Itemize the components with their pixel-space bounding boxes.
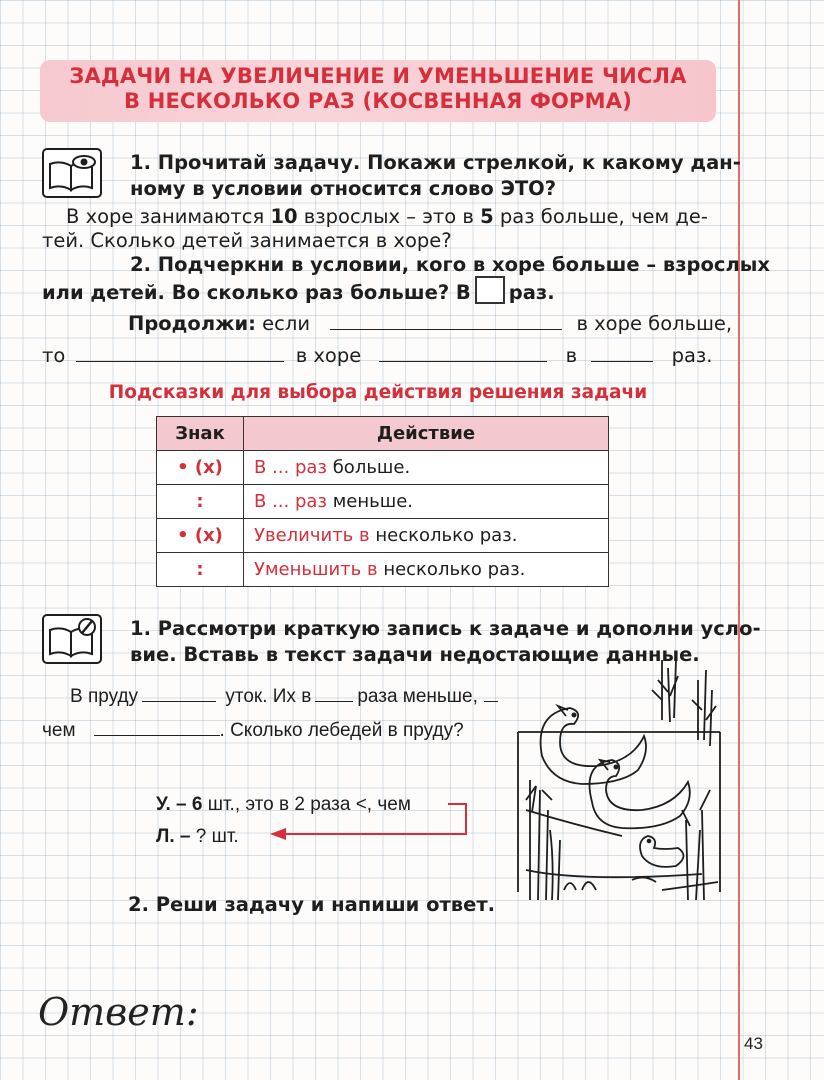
table-row bbox=[157, 553, 609, 587]
title-line-2: В НЕСКОЛЬКО РАЗ (КОСВЕННАЯ ФОРМА) bbox=[124, 89, 632, 113]
task1-instruction: 1. Прочитай задачу. Покажи стрелкой, к какому дан- ному в условии относится слово ЭТО? bbox=[130, 151, 741, 200]
comparison-arrow-icon bbox=[260, 796, 472, 842]
task1-instruction-section2: 1. Рассмотри краткую запись к задаче и дополни усло- вие. Вставь в текст задачи недостающие данные. bbox=[130, 617, 761, 666]
book-pencil-icon bbox=[42, 614, 102, 664]
blank-field[interactable] bbox=[379, 345, 547, 362]
blank-field[interactable] bbox=[315, 685, 353, 702]
swans-ducks-pond-illustration bbox=[512, 660, 726, 908]
continue-line2: то в хоре в раз. bbox=[42, 344, 713, 367]
blank-field[interactable] bbox=[330, 313, 562, 330]
sign-cell: • (x) bbox=[157, 451, 244, 485]
action-cell: В ... раз больше. bbox=[244, 451, 609, 485]
book-eye-icon bbox=[42, 148, 102, 198]
task2-instruction: 2. Подчеркни в условии, кого в хоре больше – взрослых bbox=[130, 253, 770, 276]
answer-box[interactable] bbox=[475, 276, 505, 304]
blank-field[interactable] bbox=[591, 345, 653, 362]
sign-cell: : bbox=[157, 553, 244, 587]
sign-cell: • (x) bbox=[157, 519, 244, 553]
table-row bbox=[157, 519, 609, 553]
blank-field[interactable] bbox=[76, 345, 284, 362]
title-line-1: ЗАДАЧИ НА УВЕЛИЧЕНИЕ И УМЕНЬШЕНИЕ ЧИСЛА bbox=[69, 64, 687, 88]
action-cell: Увеличить в несколько раз. bbox=[244, 519, 609, 553]
hints-table bbox=[156, 416, 609, 587]
column-header: Знак bbox=[157, 417, 244, 451]
blank-field[interactable] bbox=[484, 685, 498, 702]
page-number: 43 bbox=[744, 1034, 763, 1053]
table-row bbox=[157, 485, 609, 519]
page-title bbox=[40, 64, 716, 114]
sign-cell: : bbox=[157, 485, 244, 519]
action-cell: Уменьшить в несколько раз. bbox=[244, 553, 609, 587]
blank-field[interactable] bbox=[142, 685, 216, 702]
continue-line1: Продолжи: если в хоре больше, bbox=[128, 312, 733, 335]
table-row bbox=[157, 451, 609, 485]
table-header-row bbox=[157, 417, 609, 451]
problem-text: В хоре занимаются 10 взрослых – это в 5 раз больше, чем де- bbox=[66, 205, 708, 228]
pond-problem-line2: чем . Сколько лебедей в пруду? bbox=[42, 720, 464, 741]
problem-text-line2: тей. Сколько детей занимается в хоре? bbox=[42, 229, 452, 252]
hints-title: Подсказки для выбора действия решения задачи bbox=[108, 382, 648, 403]
blank-field[interactable] bbox=[94, 719, 220, 736]
pond-problem-line1: В пруду уток. Их в раза меньше, bbox=[70, 684, 498, 710]
short-record-line2: Л. – ? шт. bbox=[156, 826, 239, 847]
answer-label: Ответ: bbox=[38, 990, 199, 1034]
task2-instruction-line2: или детей. Во сколько раз больше? В раз. bbox=[42, 276, 555, 306]
task2-instruction-section2: 2. Реши задачу и напиши ответ. bbox=[128, 893, 496, 916]
action-cell: В ... раз меньше. bbox=[244, 485, 609, 519]
short-record-line1: У. – 6 шт., это в 2 раза <, чем bbox=[156, 794, 411, 815]
column-header: Действие bbox=[244, 417, 609, 451]
